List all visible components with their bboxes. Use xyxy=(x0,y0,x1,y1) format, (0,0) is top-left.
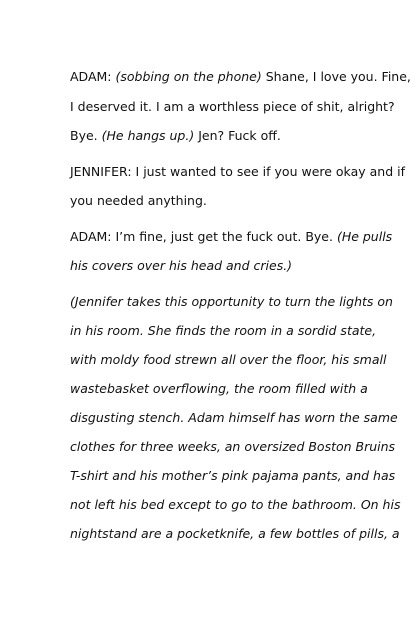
adam-line-4 xyxy=(70,229,392,245)
stage-direction: his covers over his head and cries.) xyxy=(70,258,293,273)
speaker-adam: ADAM: xyxy=(70,69,112,84)
stage-direction-line: disgusting stench. Adam himself has worn the same xyxy=(70,410,398,425)
dialogue-text: I deserved it. I am a worthless piece of shit, alright? xyxy=(70,99,395,114)
adam-line-3 xyxy=(70,128,281,144)
jennifer-line-2 xyxy=(70,193,207,209)
stage-direction-line: with moldy food strewn all over the floor, his small xyxy=(70,352,387,367)
dialogue-text: Shane, I love you. Fine, xyxy=(265,69,411,84)
stage-direction-line: T-shirt and his mother’s pink pajama pants, and has xyxy=(70,468,396,483)
dialogue-text: JENNIFER: I just wanted to see if you were okay and if xyxy=(70,164,405,179)
stage-direction-line: (Jennifer takes this opportunity to turn the lights on xyxy=(70,294,393,309)
stage-direction: (He hangs up.) xyxy=(101,128,195,143)
dialogue-text: Bye. xyxy=(70,128,98,143)
adam-line-2 xyxy=(70,99,395,115)
stage-direction: (sobbing on the phone) xyxy=(115,69,262,84)
dialogue-text: you needed anything. xyxy=(70,193,207,208)
dialogue-text: ADAM: I’m fine, just get the fuck out. Bye. xyxy=(70,229,333,244)
stage-direction-line: wastebasket overflowing, the room filled with a xyxy=(70,381,368,396)
jennifer-line-1 xyxy=(70,164,405,180)
adam-line-1 xyxy=(70,69,411,85)
stage-direction-line: clothes for three weeks, an oversized Boston Bruins xyxy=(70,439,396,454)
dialogue-text: Jen? Fuck off. xyxy=(198,128,281,143)
stage-direction-line: in his room. She finds the room in a sordid state, xyxy=(70,323,377,338)
stage-direction-line: nightstand are a pocketknife, a few bottles of pills, a xyxy=(70,526,400,541)
adam-line-5 xyxy=(70,258,292,274)
stage-direction-line: not left his bed except to go to the bathroom. On his xyxy=(70,497,401,512)
stage-direction: (He pulls xyxy=(336,229,393,244)
